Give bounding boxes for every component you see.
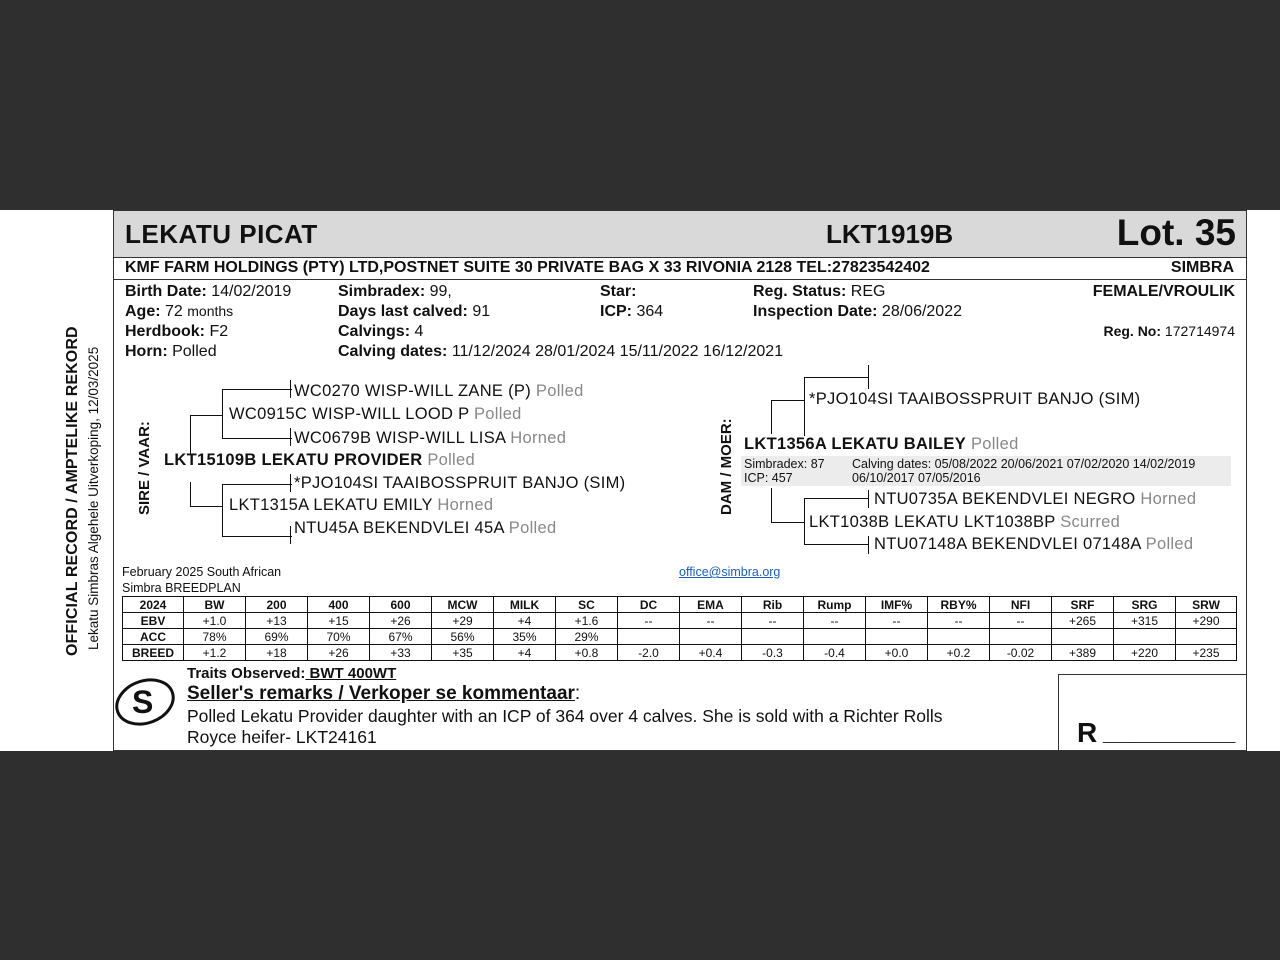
ebv-row-label: ACC xyxy=(123,629,184,645)
ebv-cell xyxy=(990,629,1052,645)
owner-details: KMF FARM HOLDINGS (PTY) LTD,POSTNET SUITE 30 PRIVATE BAG X 33 RIVONIA 2128 TEL:27823542402 xyxy=(125,259,930,276)
ebv-cell: +1.0 xyxy=(184,613,246,629)
ebv-cell: +389 xyxy=(1052,645,1114,661)
official-record-label: OFFICIAL RECORD / AMPTELIKE REKORD xyxy=(64,326,81,656)
dam-dam: LKT1038B LEKATU LKT1038BP Scurred xyxy=(809,513,1121,531)
ebv-header-cell: 200 xyxy=(246,597,308,613)
icp: ICP: 364 xyxy=(600,303,664,320)
remarks-section xyxy=(187,665,943,748)
price-r-label: R xyxy=(1077,717,1098,748)
simbra-logo-icon xyxy=(114,674,178,728)
ebv-cell: +33 xyxy=(370,645,432,661)
breed-row xyxy=(123,645,1237,661)
ebv-cell: +35 xyxy=(432,645,494,661)
ebv-cell xyxy=(928,629,990,645)
ebv-cell: -- xyxy=(742,613,804,629)
ebv-cell xyxy=(866,629,928,645)
star: Star: xyxy=(600,283,637,300)
acc-row xyxy=(123,629,1237,645)
ebv-cell: +0.0 xyxy=(866,645,928,661)
sire-sire-dam: WC0679B WISP-WILL LISA Horned xyxy=(294,429,567,447)
ebv-cell: +0.4 xyxy=(680,645,742,661)
ebv-cell: +26 xyxy=(370,613,432,629)
horn-status: Horn: Polled xyxy=(125,343,217,360)
ebv-cell: +4 xyxy=(494,613,556,629)
ebv-cell xyxy=(804,629,866,645)
calving-dates: Calving dates: 11/12/2024 28/01/2024 15/11/2022 16/12/2021 xyxy=(338,343,784,360)
ebv-cell: +220 xyxy=(1114,645,1176,661)
reg-status: Reg. Status: REG xyxy=(753,283,886,300)
ebv-cell: +290 xyxy=(1176,613,1237,629)
ebv-header-cell: MILK xyxy=(494,597,556,613)
ebv-cell xyxy=(1114,629,1176,645)
ebv-cell: -0.02 xyxy=(990,645,1052,661)
animal-name: LEKATU PICAT xyxy=(125,219,318,249)
dam-main: LKT1356A LEKATU BAILEY Polled xyxy=(744,435,1019,453)
ebv-header-cell: 600 xyxy=(370,597,432,613)
owner-bar xyxy=(114,257,1246,280)
ebv-cell: 78% xyxy=(184,629,246,645)
catalogue-page xyxy=(0,210,1280,751)
ebv-cell xyxy=(680,629,742,645)
ebv-header-cell: IMF% xyxy=(866,597,928,613)
ebv-cell xyxy=(618,629,680,645)
lot-card xyxy=(113,210,1247,751)
ebv-header-cell: DC xyxy=(618,597,680,613)
ebv-cell: +1.2 xyxy=(184,645,246,661)
ebv-cell: +18 xyxy=(246,645,308,661)
ebv-cell xyxy=(742,629,804,645)
dam-info-box xyxy=(741,456,1231,486)
breedplan-line1: February 2025 South African xyxy=(122,565,282,579)
ebv-cell: 70% xyxy=(308,629,370,645)
ebv-cell: +315 xyxy=(1114,613,1176,629)
ebv-cell: -- xyxy=(990,613,1052,629)
ebv-header-cell: MCW xyxy=(432,597,494,613)
ebv-header-cell: Rib xyxy=(742,597,804,613)
sire-title: SIRE / VAAR: xyxy=(136,421,153,515)
ebv-cell: -- xyxy=(618,613,680,629)
ebv-cell: +1.6 xyxy=(556,613,618,629)
ebv-cell: +235 xyxy=(1176,645,1237,661)
dam-icp: ICP: 457 xyxy=(744,471,793,485)
herdbook: Herdbook: F2 xyxy=(125,323,229,340)
ebv-cell: -2.0 xyxy=(618,645,680,661)
email-link[interactable]: office@simbra.org xyxy=(679,565,781,579)
ebv-header-cell: 2024 xyxy=(123,597,184,613)
side-caption xyxy=(0,210,112,751)
ebv-cell: 67% xyxy=(370,629,432,645)
dam-dam-dam: NTU07148A BEKENDVLEI 07148A Polled xyxy=(874,535,1194,553)
breedplan-line2: Simbra BREEDPLAN xyxy=(122,581,241,595)
sire-sire: WC0270 WISP-WILL ZANE (P) Polled xyxy=(294,382,584,400)
animal-tag: LKT1919B xyxy=(826,219,954,249)
sex-label: FEMALE/VROULIK xyxy=(1092,283,1235,300)
remarks-text-2: Royce heifer- LKT24161 xyxy=(187,727,377,747)
ebv-cell: +4 xyxy=(494,645,556,661)
lot-header xyxy=(114,210,1246,258)
ebv-header-cell: Rump xyxy=(804,597,866,613)
days-last-calved: Days last calved: 91 xyxy=(338,303,491,320)
ebv-row-label: EBV xyxy=(123,613,184,629)
sire-dam-sire: *PJO104SI TAAIBOSSPRUIT BANJO (SIM) xyxy=(294,474,626,492)
ebv-cell xyxy=(1052,629,1114,645)
sire-dam: LKT1315A LEKATU EMILY Horned xyxy=(229,496,494,514)
price-box[interactable] xyxy=(1058,674,1247,751)
birth-date: Birth Date: 14/02/2019 xyxy=(125,283,292,300)
ebv-cell: -- xyxy=(680,613,742,629)
dam-simbradex: Simbradex: 87 xyxy=(744,457,825,471)
ebv-cell: 56% xyxy=(432,629,494,645)
ebv-table xyxy=(122,596,1237,661)
ebv-header-cell: SRG xyxy=(1114,597,1176,613)
dam-dam-sire: NTU0735A BEKENDVLEI NEGRO Horned xyxy=(874,490,1197,508)
price-blank: _________________ xyxy=(1103,727,1236,743)
ebv-cell: -- xyxy=(928,613,990,629)
ebv-header-cell: EMA xyxy=(680,597,742,613)
dam-sire: *PJO104SI TAAIBOSSPRUIT BANJO (SIM) xyxy=(809,390,1141,408)
ebv-cell: -- xyxy=(804,613,866,629)
ebv-header-cell: SRF xyxy=(1052,597,1114,613)
dam-title: DAM / MOER: xyxy=(718,418,735,515)
ebv-header-cell: SRW xyxy=(1176,597,1237,613)
ebv-row xyxy=(123,613,1237,629)
dam-calving-dates: Calving dates: 05/08/2022 20/06/2021 07/02/2020 14/02/2019 xyxy=(852,457,1196,471)
ebv-cell: -0.3 xyxy=(742,645,804,661)
sire-sire-line: WC0915C WISP-WILL LOOD P Polled xyxy=(229,405,522,423)
ebv-header-cell: BW xyxy=(184,597,246,613)
traits-observed: Traits Observed: BWT 400WT xyxy=(187,665,397,682)
ebv-header-cell: SC xyxy=(556,597,618,613)
ebv-cell: +15 xyxy=(308,613,370,629)
remarks-title: Seller's remarks / Verkoper se kommentaar: xyxy=(187,683,581,704)
ebv-cell: -- xyxy=(866,613,928,629)
sire-dam-dam: NTU45A BEKENDVLEI 45A Polled xyxy=(294,519,557,537)
svg-text:S: S xyxy=(132,684,154,720)
ebv-cell: +13 xyxy=(246,613,308,629)
lot-number: Lot. 35 xyxy=(1116,212,1236,253)
ebv-cell: -0.4 xyxy=(804,645,866,661)
ebv-cell xyxy=(1176,629,1237,645)
ebv-cell: +26 xyxy=(308,645,370,661)
ebv-header-row xyxy=(123,597,1237,613)
ebv-cell: +0.8 xyxy=(556,645,618,661)
calvings: Calvings: 4 xyxy=(338,323,424,340)
ebv-header-cell: 400 xyxy=(308,597,370,613)
dam-calving-dates-2: 06/10/2017 07/05/2016 xyxy=(852,471,981,485)
ebv-cell: 69% xyxy=(246,629,308,645)
reg-number: Reg. No: 172714974 xyxy=(1103,323,1235,339)
inspection-date: Inspection Date: 28/06/2022 xyxy=(753,303,962,320)
sale-name-label: Lekatu Simbras Algehele Uitverkoping, 12/03/2025 xyxy=(86,346,101,650)
ebv-cell: 35% xyxy=(494,629,556,645)
sire-main: LKT15109B LEKATU PROVIDER Polled xyxy=(164,451,475,469)
ebv-cell: +0.2 xyxy=(928,645,990,661)
ebv-cell: +265 xyxy=(1052,613,1114,629)
age: Age: 72 months xyxy=(125,303,234,320)
ebv-header-cell: RBY% xyxy=(928,597,990,613)
ebv-header-cell: NFI xyxy=(990,597,1052,613)
breed-label: SIMBRA xyxy=(1170,259,1234,276)
remarks-text-1: Polled Lekatu Provider daughter with an ICP of 364 over 4 calves. She is sold with a Richter Rolls xyxy=(187,706,943,726)
ebv-cell: +29 xyxy=(432,613,494,629)
simbradex: Simbradex: 99, xyxy=(338,283,452,300)
ebv-cell: 29% xyxy=(556,629,618,645)
ebv-row-label: BREED xyxy=(123,645,184,661)
